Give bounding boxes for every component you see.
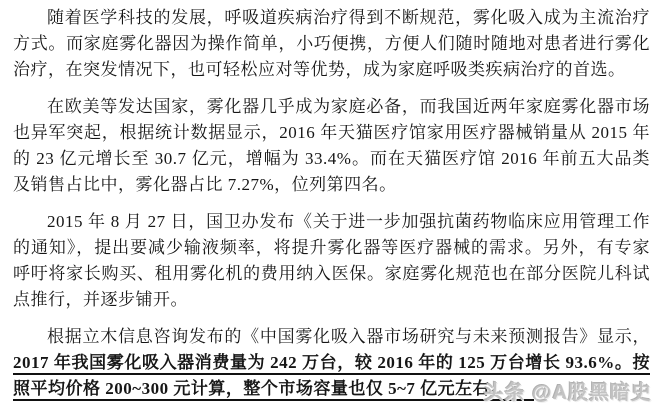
paragraph-2: 在欧美等发达国家，雾化器几乎成为家庭必备，而我国近两年家庭雾化器市场也异军突起，根据统计数据显示，2016 年天猫医疗馆家用医疗器械销量从 2015 年的 23 亿元增长至 30.7 亿元，增幅为 33.4%。而在天猫医疗馆 2016 年前五大品类及销售占比中，雾化器占比 7.27%，位列第四名。 — [13, 97, 650, 194]
toutiao-watermark: 头条 @A股黑暗史 — [483, 382, 652, 404]
paragraph-3: 2015 年 8 月 27 日，国卫办发布《关于进一步加强抗菌药物临床应用管理工作的通知》，提出要减少输液频率，将提升雾化器等医疗器械的需求。另外，有专家呼吁将家长购买、租用雾化机的费用纳入医保。家庭雾化规范也在部分医院儿科试点推行，并逐步铺开。 — [13, 212, 650, 309]
paragraph-4-lead: 根据立木信息咨询发布的《中国雾化吸入器市场研究与未来预测报告》显示， — [47, 327, 650, 346]
highlighted-statistic: 2017 年我国雾化吸入器消费量为 242 万台，较 2016 年的 125 万台增长 93.6%。按照平均价格 200~300 元计算，整个市场容量也仅 5~7 亿元左右。 — [13, 353, 650, 398]
paragraph-1: 随着医学科技的发展，呼吸道疾病治疗得到不断规范，雾化吸入成为主流治疗方式。而家庭雾化器因为操作简单，小巧便携，方便人们随时随地对患者进行雾化治疗，在突发情况下，也可轻松应对等优势，成为家庭呼吸类疾病治疗的首选。 — [13, 8, 650, 79]
